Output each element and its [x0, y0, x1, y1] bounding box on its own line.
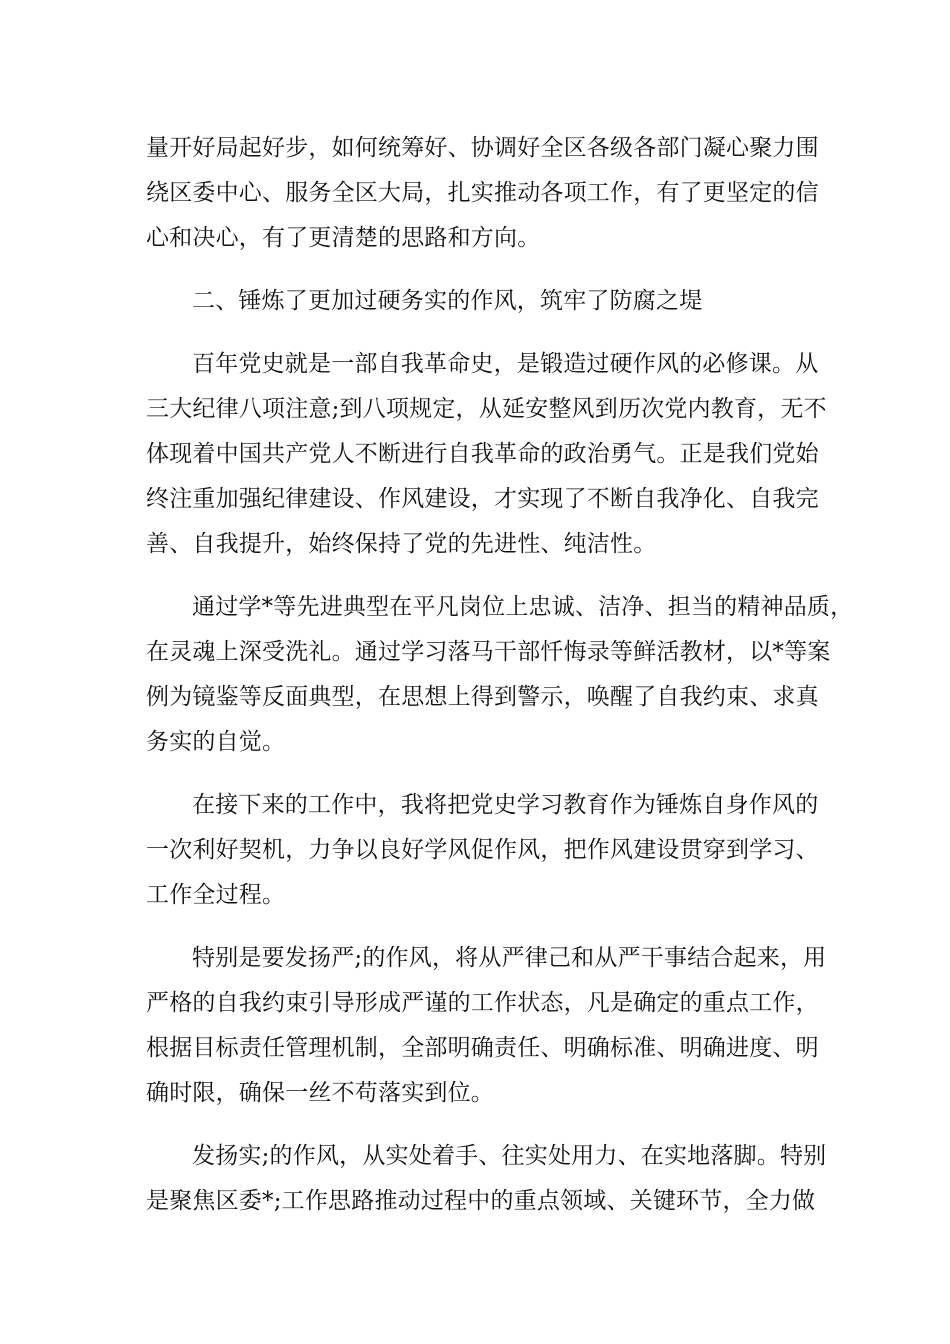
paragraph [146, 585, 854, 765]
text-line: 体现着中国共产党人不断进行自我革命的政治勇气。正是我们党始 [146, 441, 819, 467]
text-line: 特别是要发扬严;的作风，将从严律己和从严干事结合起来，用 [192, 945, 827, 971]
text-line: 通过学*等先进典型在平凡岗位上忠诚、洁净、担当的精神品质， [192, 594, 854, 620]
text-line: 务实的自觉。 [146, 729, 286, 755]
text-line: 一次利好契机，力争以良好学风促作风，把作风建设贯穿到学习、 [146, 837, 819, 863]
paragraph [146, 1134, 827, 1224]
paragraph [146, 936, 827, 1116]
text-line: 绕区委中心、服务全区大局，扎实推动各项工作，有了更坚定的信 [146, 180, 819, 206]
text-line: 三大纪律八项注意;到八项规定，从延安整风到历次党内教育，无不 [146, 396, 827, 422]
text-line: 量开好局起好步，如何统筹好、协调好全区各级各部门凝心聚力围 [146, 135, 819, 161]
text-line: 例为镜鉴等反面典型，在思想上得到警示，唤醒了自我约束、求真 [146, 684, 819, 710]
paragraph-gap [146, 765, 806, 783]
document-body [146, 126, 854, 1224]
paragraph-gap [146, 261, 806, 279]
text-line: 心和决心，有了更清楚的思路和方向。 [146, 225, 541, 251]
section-heading [146, 279, 806, 324]
text-line: 工作全过程。 [146, 882, 286, 908]
paragraph [146, 126, 819, 261]
text-line: 严格的自我约束引导形成严谨的工作状态，凡是确定的重点工作， [146, 990, 819, 1016]
text-line: 在接下来的工作中，我将把党史学习教育作为锤炼自身作风的 [192, 792, 819, 818]
paragraph [146, 342, 827, 567]
paragraph-gap [146, 567, 806, 585]
text-line: 终注重加强纪律建设、作风建设，才实现了不断自我净化、自我完 [146, 486, 819, 512]
text-line: 二、锤炼了更加过硬务实的作风，筑牢了防腐之堤 [192, 288, 703, 314]
paragraph-gap [146, 324, 806, 342]
text-line: 是聚焦区委*;工作思路推动过程中的重点领域、关键环节，全力做 [146, 1188, 816, 1214]
paragraph [146, 783, 819, 918]
text-line: 百年党史就是一部自我革命史，是锻造过硬作风的必修课。从 [192, 351, 819, 377]
text-line: 在灵魂上深受洗礼。通过学习落马干部忏悔录等鲜活教材，以*等案 [146, 639, 831, 665]
paragraph-gap [146, 1116, 806, 1134]
text-line: 确时限，确保一丝不苟落实到位。 [146, 1080, 494, 1106]
text-line: 善、自我提升，始终保持了党的先进性、纯洁性。 [146, 531, 657, 557]
text-line: 发扬实;的作风，从实处着手、往实处用力、在实地落脚。特别 [192, 1143, 827, 1169]
paragraph-gap [146, 918, 806, 936]
text-line: 根据目标责任管理机制，全部明确责任、明确标准、明确进度、明 [146, 1035, 819, 1061]
